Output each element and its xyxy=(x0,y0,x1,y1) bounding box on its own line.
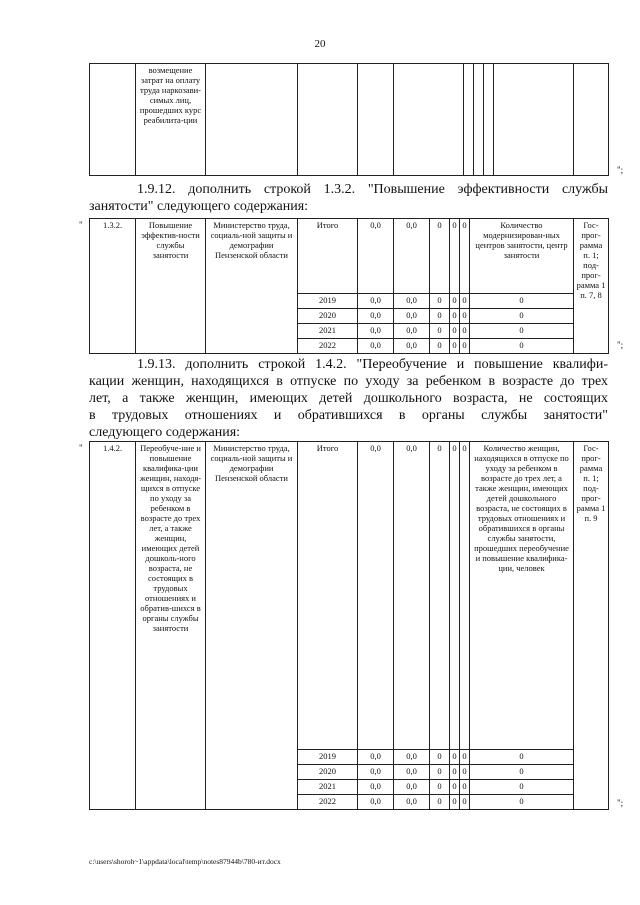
measure-name: Переобуче-ние и повышение квалифика-ции женщин, находя-щихся в отпуске по уходу за ребенком в возрасте до трех лет, а также женщин, имеющих детей дошколь-ного возраста, не состоящих в трудовых отношениях и обратив-шихся в органы службы занятости xyxy=(136,442,206,810)
period: Итого xyxy=(298,442,358,750)
value: 0 xyxy=(460,442,470,750)
period: Итого xyxy=(298,219,358,294)
para-line: занятости" следующего содержания: xyxy=(89,199,309,214)
indicator-value: 0 xyxy=(470,324,574,339)
value: 0 xyxy=(430,765,450,780)
value: 0 xyxy=(450,339,460,354)
period: 2022 xyxy=(298,339,358,354)
value: 0,0 xyxy=(358,442,394,750)
value: 0,0 xyxy=(358,750,394,765)
program-ref: Гос-прог-рамма п. 1; под-прог-рамма 1 п. 7, 8 xyxy=(574,219,609,354)
value: 0 xyxy=(460,780,470,795)
indicator: Количество женщин, находящихся в отпуске по уходу за ребенком в возрасте до трех лет, а также женщин, имеющих детей дошкольного возраста, не состоящих в трудовых отношениях и обратившихся в органы службы занятости, прошедших переобучение и повышение квалифика-ции, человек xyxy=(470,442,574,750)
value: 0 xyxy=(460,795,470,810)
value: 0 xyxy=(450,219,460,294)
indicator-value: 0 xyxy=(470,339,574,354)
top-table xyxy=(89,63,609,176)
indicator: Количество модернизирован-ных центров занятости, центр занятости xyxy=(470,219,574,294)
value: 0 xyxy=(460,324,470,339)
indicator-value: 0 xyxy=(470,750,574,765)
table-1-3-2 xyxy=(89,218,609,354)
para-line: 1.9.13. дополнить строкой 1.4.2. "Переобучение и повышение квалифи- xyxy=(137,357,608,372)
value: 0 xyxy=(460,294,470,309)
value: 0,0 xyxy=(394,309,430,324)
value: 0 xyxy=(430,324,450,339)
para-line: следующего содержания: xyxy=(89,425,241,440)
value: 0,0 xyxy=(394,795,430,810)
para-line: 1.9.12. дополнить строкой 1.3.2. "Повышение эффективности службы xyxy=(137,182,608,197)
value: 0,0 xyxy=(394,294,430,309)
value: 0,0 xyxy=(394,765,430,780)
indicator-value: 0 xyxy=(470,780,574,795)
value: 0 xyxy=(460,765,470,780)
value: 0,0 xyxy=(394,324,430,339)
indicator-value: 0 xyxy=(470,309,574,324)
program-ref: Гос-прог-рамма п. 1; под-прог-рамма 1 п. 9 xyxy=(574,442,609,810)
close-quote-mark: "; xyxy=(617,340,624,350)
value: 0 xyxy=(450,750,460,765)
indicator-value: 0 xyxy=(470,795,574,810)
value: 0,0 xyxy=(394,750,430,765)
value: 0 xyxy=(430,339,450,354)
value: 0 xyxy=(430,294,450,309)
cell-empty xyxy=(90,64,136,176)
value: 0 xyxy=(450,765,460,780)
value: 0 xyxy=(450,795,460,810)
measure-name: Повышение эффектив-ности службы занятости xyxy=(136,219,206,354)
para-line: в трудовых отношениях и обратившихся в органы службы занятости" xyxy=(89,408,608,423)
period: 2021 xyxy=(298,780,358,795)
value: 0 xyxy=(460,339,470,354)
value: 0 xyxy=(430,795,450,810)
value: 0,0 xyxy=(358,765,394,780)
period: 2019 xyxy=(298,750,358,765)
close-quote-mark: "; xyxy=(617,798,624,808)
para-line: лет, а также женщин, имеющих детей дошкольного возраста, не состоящих xyxy=(89,391,608,406)
period: 2022 xyxy=(298,795,358,810)
value: 0,0 xyxy=(394,339,430,354)
indicator-value: 0 xyxy=(470,294,574,309)
value: 0,0 xyxy=(358,324,394,339)
value: 0 xyxy=(450,442,460,750)
paragraph-1-9-12 xyxy=(89,181,608,215)
executor: Министерство труда, социаль-ной защиты и демографии Пензенской области xyxy=(206,442,298,810)
table-1-4-2 xyxy=(89,441,609,810)
period: 2021 xyxy=(298,324,358,339)
value: 0 xyxy=(450,309,460,324)
value: 0 xyxy=(430,442,450,750)
value: 0 xyxy=(460,219,470,294)
open-quote-mark: " xyxy=(79,443,83,453)
value: 0,0 xyxy=(358,339,394,354)
row-number: 1.4.2. xyxy=(90,442,136,810)
item-name-cell: возмещение затрат на оплату труда наркозави-симых лиц, прошедших курс реабилита-ции xyxy=(136,64,206,176)
row-number: 1.3.2. xyxy=(90,219,136,354)
executor: Министерство труда, социаль-ной защиты и демографии Пензенской области xyxy=(206,219,298,354)
value: 0,0 xyxy=(358,294,394,309)
close-quote-mark: "; xyxy=(617,165,624,175)
indicator-value: 0 xyxy=(470,765,574,780)
value: 0,0 xyxy=(358,780,394,795)
value: 0 xyxy=(460,309,470,324)
open-quote-mark: " xyxy=(79,220,83,230)
value: 0 xyxy=(430,780,450,795)
value: 0 xyxy=(460,750,470,765)
paragraph-1-9-13 xyxy=(89,356,608,441)
period: 2020 xyxy=(298,309,358,324)
para-line: кации женщин, находящихся в отпуске по уходу за ребенком в возрасте до трех xyxy=(89,374,608,389)
period: 2020 xyxy=(298,765,358,780)
value: 0 xyxy=(450,324,460,339)
value: 0 xyxy=(450,780,460,795)
value: 0 xyxy=(430,309,450,324)
period: 2019 xyxy=(298,294,358,309)
value: 0,0 xyxy=(394,780,430,795)
value: 0 xyxy=(430,750,450,765)
value: 0,0 xyxy=(358,219,394,294)
value: 0,0 xyxy=(394,442,430,750)
page-number: 20 xyxy=(314,38,326,50)
value: 0,0 xyxy=(358,795,394,810)
value: 0 xyxy=(430,219,450,294)
value: 0,0 xyxy=(394,219,430,294)
file-path-footer: c:\users\shoroh~1\appdata\local\temp\notes87944b\780-ит.docx xyxy=(89,857,281,866)
value: 0 xyxy=(450,294,460,309)
value: 0,0 xyxy=(358,309,394,324)
